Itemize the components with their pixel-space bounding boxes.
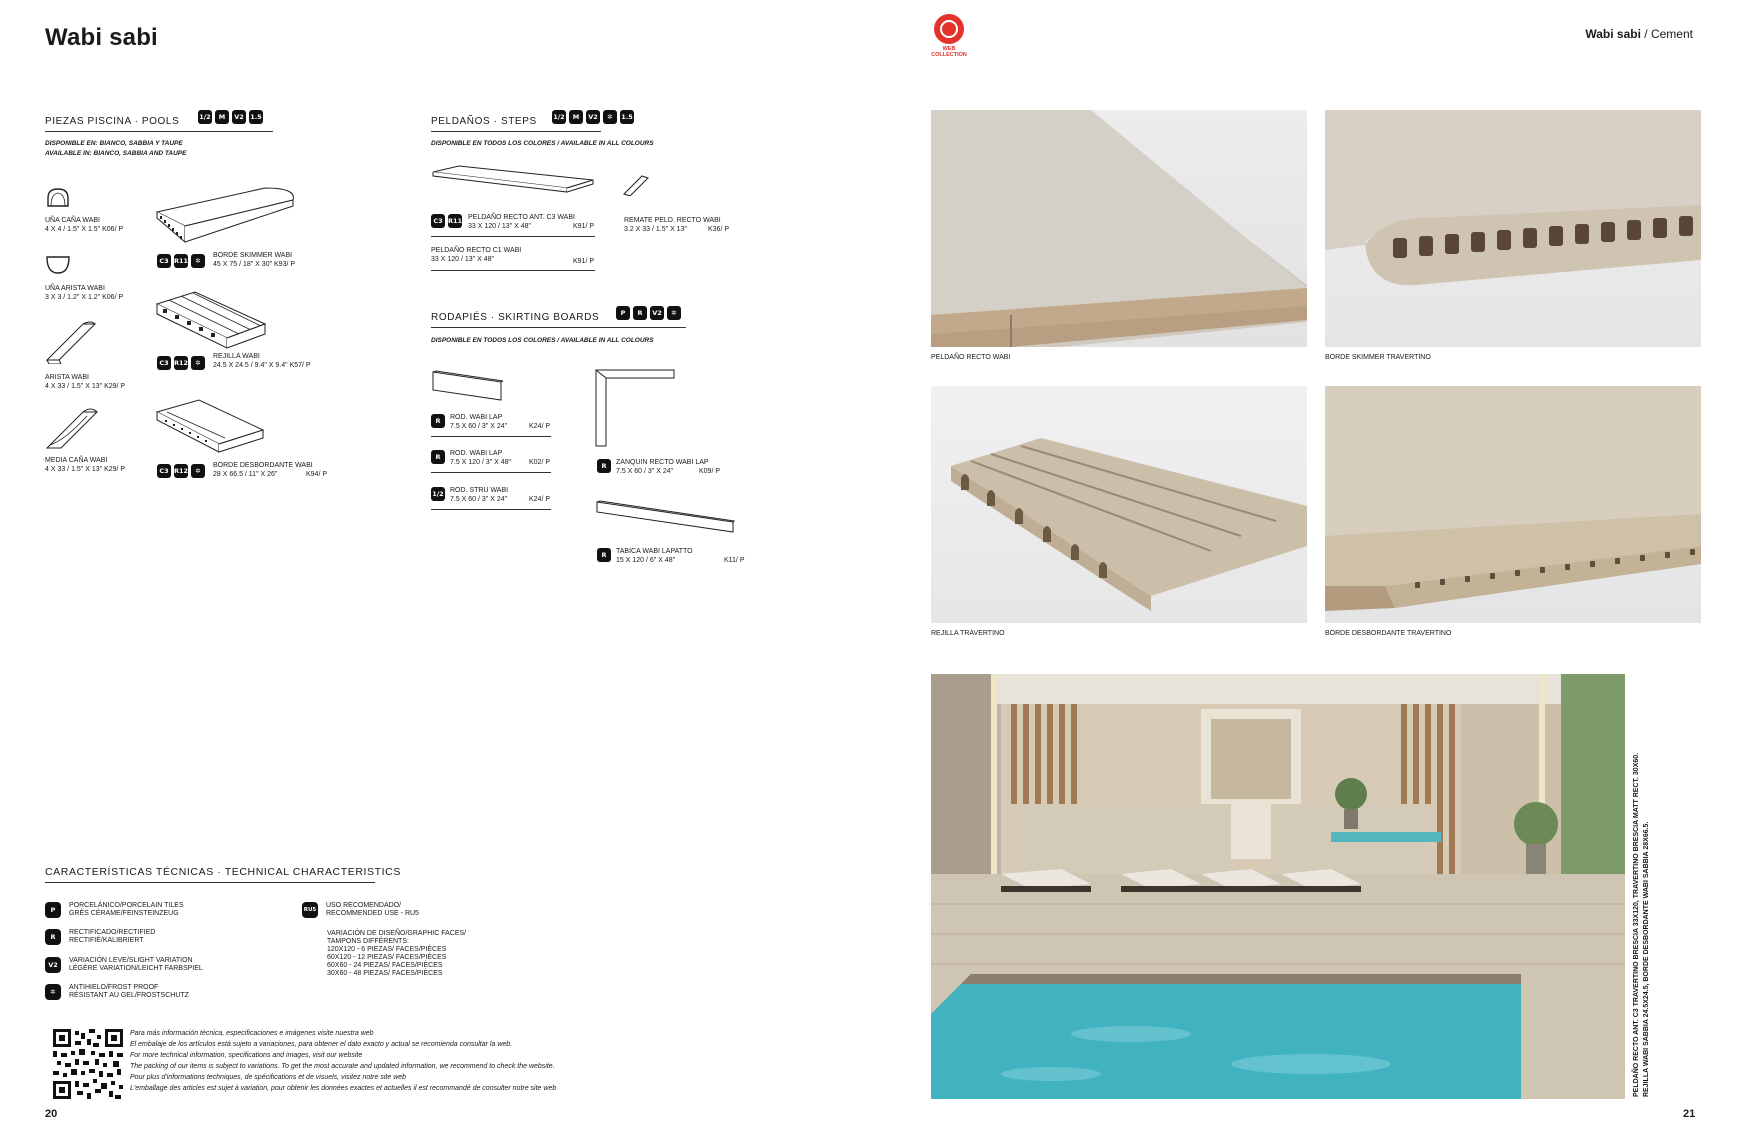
r11-icon: R11 [448,214,462,228]
peldano-ant-size: 33 X 120 / 13" X 48" [468,223,531,230]
half-icon: 1/2 [431,487,445,501]
tabica-drawing [595,500,735,534]
photo-rejilla [931,386,1307,623]
borde-skimmer-drawing [155,186,299,244]
pools-availability-es: DISPONIBLE EN: BIANCO, SABBIA Y TAUPE [45,140,183,147]
rod-stru-wabi-name: ROD. STRU WABI [450,487,509,494]
logo-tag-line: COLLECTION [931,52,967,58]
divider [431,472,551,473]
skirting-availability: DISPONIBLE EN TODOS LOS COLORES / AVAILABLE IN ALL COLOURS [431,337,654,344]
rejilla-drawing [155,290,267,350]
graphic-faces-heading: VARIACIÓN DE DISEÑO/GRAPHIC FACES/ [327,930,467,937]
rejilla-photo-render [931,386,1307,623]
tech-line: PORCELÁNICO/PORCELAIN TILES [69,902,184,909]
pools-heading: PIEZAS PISCINA · POOLS [45,116,273,132]
rod-stru-wabi-tags [431,487,445,501]
variation-icon: V2 [586,110,600,124]
zanquin-tags [597,459,611,473]
tech-line: GRÈS CÉRAME/FEINSTEINZEUG [69,910,179,917]
tech-line: RÉSISTANT AU GEL/FROSTSCHUTZ [69,992,189,999]
info-line: El embalaje de los artículos está sujeto a variaciones, para obtener el dato exacto y actual se recomienda consultar la web. [130,1041,513,1048]
zanquin-size: 7.5 X 60 / 3" X 24" [616,468,674,475]
zanquin-drawing [594,368,676,448]
ambient-caption-line: PELDAÑO RECTO ANT. C3 TRAVERTINO BRESCIA 33X120, TRAVERTINO BRESCIA MATT RECT. 30X60. [1633,752,1640,1097]
indoor-pool-render [931,674,1625,1099]
rod-wabi-lap-60-code: K24/ P [529,423,551,430]
info-line: Para más información técnica, especificaciones e imágenes visite nuestra web [130,1030,374,1037]
desbordante-photo-render [1325,386,1701,623]
tech-porcelain [45,902,184,918]
remate-peldano-drawing [622,174,650,196]
r11-icon: R11 [174,254,188,268]
rejilla-name: REJILLA WABI [213,353,260,360]
thickness-icon: 1.5 [620,110,634,124]
una-cana-name: UÑA CAÑA WABI [45,217,100,224]
media-cana-drawing [45,404,99,450]
breadcrumb-separator: / [1640,27,1651,41]
borde-desbordante-size: 28 X 66.5 / 11" X 26" [213,471,278,478]
graphic-faces-item: 60X60 - 24 PIEZAS/ FACES/PIÈCES [327,962,443,969]
peldano-c1-size: 33 X 120 / 13" X 48" [431,256,494,263]
rod-wabi-drawing [431,370,503,402]
divider [431,509,551,510]
qr-code[interactable] [53,1029,123,1099]
page-title: Wabi sabi [45,24,158,51]
arista-drawing [45,318,97,364]
info-text [130,1028,556,1094]
tech-recommended-use [302,902,419,918]
rod-wabi-lap-120-tags [431,450,445,464]
photo-borde-desbordante [1325,386,1701,623]
porcelain-icon: P [616,306,630,320]
media-cana-size: 4 X 33 / 1.5" X 13" K29/ P [45,466,126,473]
web-collection-logo [934,14,964,44]
rod-wabi-lap-120-size: 7.5 X 120 / 3" X 48" [450,459,512,466]
borde-desbordante-drawing [155,398,265,456]
caption-borde-skimmer: BORDE SKIMMER TRAVERTINO [1325,354,1431,361]
steps-availability: DISPONIBLE EN TODOS LOS COLORES / AVAILABLE IN ALL COLOURS [431,140,654,147]
tech-variation [45,957,203,973]
photo-indoor-pool [931,674,1625,1099]
rectified-icon: R [633,306,647,320]
r12-icon: R12 [174,464,188,478]
frost-icon: ✲ [667,306,681,320]
borde-skimmer-tags [157,254,205,268]
c3-icon: C3 [431,214,445,228]
info-line: For more technical information, specifications and images, visit our website [130,1052,363,1059]
caption-rejilla: REJILLA TRAVERTINO [931,630,1005,637]
c3-icon: C3 [157,356,171,370]
rod-stru-wabi-code: K24/ P [529,496,551,503]
tech-frost [45,984,189,1000]
frost-icon: ✲ [191,254,205,268]
frost-icon: ✲ [191,356,205,370]
remate-peldano-code: K36/ P [708,226,730,233]
divider [431,270,595,271]
frost-icon: ✲ [45,984,61,1000]
una-arista-name: UÑA ARISTA WABI [45,285,105,292]
frost-icon: ✲ [191,464,205,478]
caption-borde-desbordante: BORDE DESBORDANTE TRAVERTINO [1325,630,1452,637]
photo-peldano-recto [931,110,1307,347]
tabica-size: 15 X 120 / 6" X 48" [616,557,676,564]
peldano-ant-code: K91/ P [573,223,595,230]
thickness-icon: 1.5 [249,110,263,124]
rejilla-size: 24.5 X 24.5 / 9.4" X 9.4" K57/ P [213,362,311,369]
variation-icon: V2 [650,306,664,320]
variation-icon: V2 [232,110,246,124]
ambient-caption [1632,753,1652,1097]
peldano-recto-drawing [431,164,595,200]
remate-peldano-name: REMATE PELD. RECTO WABI [624,217,721,224]
variation-icon: V2 [45,957,61,973]
rod-wabi-lap-120-code: K02/ P [529,459,551,466]
photo-borde-skimmer [1325,110,1701,347]
graphic-faces-item: 30X60 - 48 PIEZAS/ FACES/PIÈCES [327,970,443,977]
tech-line: ANTIHIELO/FROST PROOF [69,984,159,991]
pools-icons [198,110,263,124]
caption-peldano-recto: PELDAÑO RECTO WABI [931,354,1011,361]
skimmer-photo-render [1325,110,1701,347]
half-icon: 1/2 [552,110,566,124]
rectified-icon: R [45,929,61,945]
peldano-c1-name: PELDAÑO RECTO C1 WABI [431,247,522,254]
pools-availability-en: AVAILABLE IN: BIANCO, SABBIA AND TAUPE [45,150,187,157]
una-arista-drawing [45,254,71,276]
tabica-tags [597,548,611,562]
info-line: The packing of our items is subject to variations. To get the most accurate and updated information, we recommend to check the website. [130,1063,555,1070]
tech-line: RECOMMENDED USE - RU5 [326,910,419,917]
info-line: Pour plus d'informations techniques, de spécifications et de visuels, visitez notre site web [130,1074,407,1081]
rectified-icon: R [431,414,445,428]
mosaic-icon: M [215,110,229,124]
borde-desbordante-name: BORDE DESBORDANTE WABI [213,462,313,469]
mosaic-icon: M [569,110,583,124]
peldano-c1-code: K91/ P [573,258,595,265]
logo-tag-line: WEB [942,46,956,52]
steps-heading: PELDAÑOS · STEPS [431,116,601,132]
zanquin-code: K09/ P [699,468,721,475]
breadcrumb-category: Cement [1650,27,1693,41]
tech-line: RECTIFICADO/RECTIFIED [69,929,156,936]
zanquin-name: ZANQUIN RECTO WABI LAP [616,459,709,466]
ambient-caption-line: REJILLA WABI SABBIA 24.5X24.5, BORDE DESBORDANTE WABI SABBIA 28X66.5. [1643,821,1650,1097]
rod-wabi-lap-60-size: 7.5 X 60 / 3" X 24" [450,423,508,430]
rejilla-tags [157,356,205,370]
arista-name: ARISTA WABI [45,374,89,381]
porcelain-icon: P [45,902,61,918]
tech-line: RECTIFIÉ/KALIBRIERT [69,937,144,944]
una-arista-size: 3 X 3 / 1.2" X 1.2" K06/ P [45,294,124,301]
media-cana-name: MEDIA CAÑA WABI [45,457,108,464]
peldano-ant-tags [431,214,462,228]
graphic-faces-item: 60X120 - 12 PIEZAS/ FACES/PIÈCES [327,954,447,961]
tech-line: LÉGÈRE VARIATION/LEICHT FARBSPIEL [69,965,203,972]
borde-skimmer-size: 45 X 75 / 18" X 30" K93/ P [213,261,296,268]
borde-skimmer-name: BORDE SKIMMER WABI [213,252,293,259]
rod-wabi-lap-120-name: ROD. WABI LAP [450,450,503,457]
ru5-icon: RU5 [302,902,318,918]
graphic-faces-item: 120X120 - 6 PIEZAS/ FACES/PIÈCES [327,946,447,953]
graphic-faces-heading: TAMPONS DIFFÉRENTS: [327,938,409,945]
rectified-icon: R [597,548,611,562]
page-number-right: 21 [1683,1108,1696,1120]
r12-icon: R12 [174,356,188,370]
rectified-icon: R [431,450,445,464]
borde-desbordante-code: K94/ P [306,471,328,478]
tech-line: VARIACIÓN LEVE/SLIGHT VARIATION [69,957,193,964]
info-line: L'emballage des articles est sujet à variation, pour obtenir les données exactes et actuelles il est recommandé de consulter notre site web [130,1085,557,1092]
skirting-heading: RODAPIÉS · SKIRTING BOARDS [431,312,686,328]
rectified-icon: R [597,459,611,473]
una-cana-size: 4 X 4 / 1.5" X 1.5" K06/ P [45,226,124,233]
rod-wabi-lap-60-name: ROD. WABI LAP [450,414,503,421]
arista-size: 4 X 33 / 1.5" X 13" K29/ P [45,383,126,390]
c3-icon: C3 [157,464,171,478]
tabica-code: K11/ P [724,557,745,564]
borde-desbordante-tags [157,464,205,478]
divider [431,436,551,437]
technical-heading: CARACTERÍSTICAS TÉCNICAS · TECHNICAL CHARACTERISTICS [45,866,375,883]
breadcrumb [1585,27,1693,41]
graphic-faces [327,930,466,978]
tech-rectified [45,929,155,945]
peldano-ant-name: PELDAÑO RECTO ANT. C3 WABI [468,214,575,221]
divider [431,236,595,237]
frost-icon: ✲ [603,110,617,124]
steps-icons [552,110,634,124]
web-collection-tag [926,46,972,58]
peldano-photo-render [931,110,1307,347]
c3-icon: C3 [157,254,171,268]
tabica-name: TABICA WABI LAPATTO [616,548,693,555]
remate-peldano-size: 3.2 X 33 / 1.5" X 13" [624,226,687,233]
breadcrumb-collection: Wabi sabi [1585,27,1641,41]
una-cana-drawing [45,186,71,208]
tech-line: USO RECOMENDADO/ [326,902,402,909]
skirting-icons [616,306,681,320]
rod-stru-wabi-size: 7.5 X 60 / 3" X 24" [450,496,508,503]
page-number: 20 [45,1108,58,1120]
left-page [0,0,869,1134]
rod-wabi-lap-60-tags [431,414,445,428]
half-icon: 1/2 [198,110,212,124]
